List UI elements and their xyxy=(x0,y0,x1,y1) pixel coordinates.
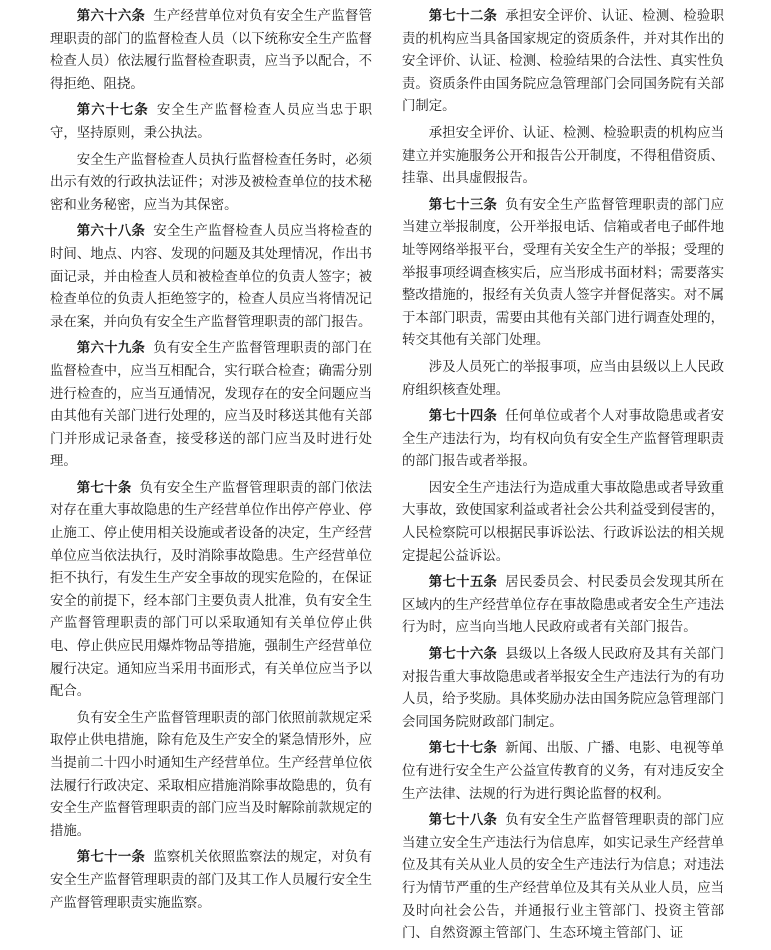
paragraph xyxy=(50,100,372,145)
paragraph xyxy=(402,478,724,568)
article-number: 第七十七条 xyxy=(428,741,498,757)
paragraph xyxy=(50,708,372,844)
paragraph xyxy=(50,221,372,334)
paragraph-text: 承担安全评价、认证、检测、检验职责的机构应当具备国家规定的资质条件，并对其作出的安全评价、认证、检测、检验结果的合法性、真实性负责。资质条件由国务院应急管理部门会同国务院有关部门制定。 xyxy=(402,9,725,115)
paragraph xyxy=(50,338,372,474)
right-column xyxy=(402,6,724,950)
article-number: 第七十三条 xyxy=(428,197,498,213)
paragraph xyxy=(402,406,724,474)
left-column xyxy=(50,6,372,919)
paragraph-text: 新闻、出版、广播、电影、电视等单位有进行安全生产公益宣传教育的义务，有对违反安全生产法律、法规的行为进行舆论监督的权利。 xyxy=(402,741,725,802)
paragraph-text: 负有安全生产监督管理职责的部门应当建立安全生产违法行为信息库，如实记录生产经营单位及其有关从业人员的安全生产违法行为信息；对违法行为情节严重的生产经营单位及其有关从业人员，应当及时向社会公告，并通报行业主管部门、投资主管部门、自然资源主管部门、生态环境主管部门、证 xyxy=(402,813,725,942)
paragraph-text: 监察机关依照监察法的规定，对负有安全生产监督管理职责的部门及其工作人员履行安全生产监督管理职责实施监察。 xyxy=(50,850,373,911)
article-number: 第七十四条 xyxy=(428,409,498,425)
paragraph xyxy=(50,150,372,218)
paragraph-text: 负有安全生产监督管理职责的部门依法对存在重大事故隐患的生产经营单位作出停产停业、停止施工、停止使用相关设施或者设备的决定，生产经营单位应当依法执行，及时消除事故隐患。生产经营单位拒不执行，有发生生产安全事故的现实危险的，在保证安全的前提下，经本部门主要负责人批准，负有安全生产监督管理职责的部门可以采取通知有关单位停止供电、停止供应民用爆炸物品等措施，强制生产经营单位履行决定。通知应当采用书面形式，有关单位应当予以配合。 xyxy=(50,480,373,700)
paragraph-text: 生产经营单位对负有安全生产监督管理职责的部门的监督检查人员（以下统称安全生产监督检查人员）依法履行监督检查职责，应当予以配合，不得拒绝、阻挠。 xyxy=(50,9,373,92)
article-number: 第七十六条 xyxy=(428,647,498,663)
paragraph xyxy=(402,357,724,402)
paragraph xyxy=(50,6,372,96)
paragraph-text: 居民委员会、村民委员会发现其所在区域内的生产经营单位存在事故隐患或者安全生产违法行为时，应当向当地人民政府或者有关部门报告。 xyxy=(402,575,725,636)
paragraph xyxy=(402,644,724,734)
article-number: 第六十九条 xyxy=(76,341,146,357)
paragraph xyxy=(402,738,724,806)
paragraph-text: 安全生产监督检查人员执行监督检查任务时，必须出示有效的行政执法证件；对涉及被检查单位的技术秘密和业务秘密，应当为其保密。 xyxy=(50,152,372,213)
paragraph xyxy=(402,810,724,946)
paragraph xyxy=(50,847,372,915)
paragraph xyxy=(402,195,724,353)
article-number: 第六十七条 xyxy=(76,103,149,119)
article-number: 第七十二条 xyxy=(428,9,498,24)
paragraph xyxy=(50,478,372,704)
paragraph-text: 因安全生产违法行为造成重大事故隐患或者导致重大事故，致使国家利益或者社会公共利益受到侵害的，人民检察院可以根据民事诉讼法、行政诉讼法的相关规定提起公益诉讼。 xyxy=(402,480,724,564)
paragraph-text: 负有安全生产监督管理职责的部门依照前款规定采取停止供电措施，除有危及生产安全的紧急情形外，应当提前二十四小时通知生产经营单位。生产经营单位依法履行行政决定、采取相应措施消除事故隐患的，负有安全生产监督管理职责的部门应当及时解除前款规定的措施。 xyxy=(50,710,372,839)
paragraph-text: 任何单位或者个人对事故隐患或者安全生产违法行为，均有权向负有安全生产监督管理职责的部门报告或者举报。 xyxy=(402,409,725,470)
article-number: 第六十六条 xyxy=(76,9,146,24)
paragraph-text: 县级以上各级人民政府及其有关部门对报告重大事故隐患或者举报安全生产违法行为的有功人员，给予奖励。具体奖励办法由国务院应急管理部门会同国务院财政部门制定。 xyxy=(402,647,725,730)
article-number: 第七十五条 xyxy=(428,575,498,591)
paragraph-text: 安全生产监督检查人员应当忠于职守，坚持原则，秉公执法。 xyxy=(50,103,373,141)
article-number: 第七十一条 xyxy=(76,850,146,866)
paragraph-text: 安全生产监督检查人员应当将检查的时间、地点、内容、发现的问题及其处理情况，作出书面记录，并由检查人员和被检查单位的负责人签字；被检查单位的负责人拒绝签字的，检查人员应当将情况记录在案，并向负有安全生产监督管理职责的部门报告。 xyxy=(50,224,373,330)
paragraph-text: 承担安全评价、认证、检测、检验职责的机构应当建立并实施服务公开和报告公开制度，不得租借资质、挂靠、出具虚假报告。 xyxy=(402,125,724,187)
article-number: 第七十八条 xyxy=(428,813,498,829)
paragraph xyxy=(402,572,724,640)
article-number: 第七十条 xyxy=(76,480,132,496)
paragraph-text: 负有安全生产监督管理职责的部门应当建立举报制度，公开举报电话、信箱或者电子邮件地址等网络举报平台，受理有关安全生产的举报；受理的举报事项经调查核实后，应当形成书面材料；需要落实整改措施的，报经有关负责人签字并督促落实。对不属于本部门职责，需要由其他有关部门进行调查处理的，转交其他有关部门处理。 xyxy=(402,197,725,349)
paragraph xyxy=(402,6,724,119)
article-number: 第六十八条 xyxy=(76,224,146,240)
paragraph-text: 涉及人员死亡的举报事项，应当由县级以上人民政府组织核查处理。 xyxy=(402,359,724,398)
paragraph-text: 负有安全生产监督管理职责的部门在监督检查中，应当互相配合，实行联合检查；确需分别进行检查的，应当互通情况，发现存在的安全问题应当由其他有关部门进行处理的，应当及时移送其他有关部门并形成记录备查，接受移送的部门应当及时进行处理。 xyxy=(50,341,373,470)
paragraph xyxy=(402,123,724,191)
